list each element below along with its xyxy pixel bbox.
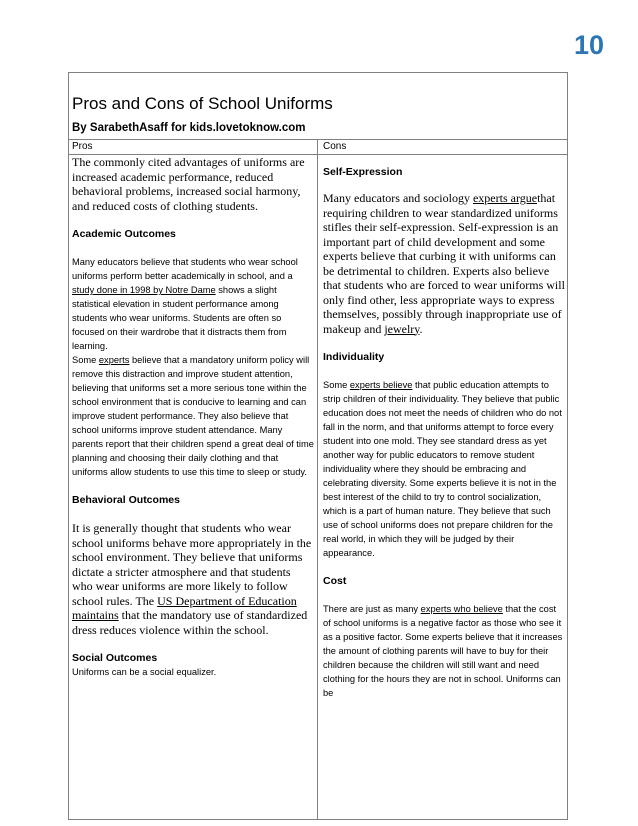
experts-argue-link[interactable]: experts argue: [472, 191, 538, 205]
social-outcomes-heading: Social Outcomes: [72, 652, 158, 664]
table-header-row: [69, 140, 567, 155]
social-paragraph: Uniforms can be a social equalizer.: [72, 667, 217, 677]
document-title: Pros and Cons of School Uniforms: [72, 94, 333, 113]
behavioral-outcomes-heading: Behavioral Outcomes: [72, 494, 180, 506]
pros-intro: The commonly cited advantages of uniforms are increased academic performance, reduced behavioral problems, increased social harmony, and reduced costs of clothing students.: [72, 155, 305, 213]
cost-paragraph: There are just as many experts who believe that the cost of school uniforms is a negative factor as those who see it as a positive factor. Some experts believe that it increases the amount of clothing parents will have to buy for their children because the children will still want and need clothing for the hours they are not in school. Uniforms can be: [323, 604, 563, 698]
cons-header: Cons: [323, 141, 347, 152]
document-table: [68, 72, 568, 820]
jewelry-link[interactable]: jewelry: [384, 321, 420, 336]
cons-column: [323, 155, 565, 819]
behavioral-paragraph: It is generally thought that students who wear school uniforms behave more appropriately in the school environment. They believe that uniforms dictate a stricter atmosphere and that students who wear uniforms are more likely to follow school rules. The US Department of Education maintains that the mandatory use of standardized dress reduces violence within the school.: [72, 521, 312, 637]
pros-column: [72, 155, 314, 819]
column-divider: [317, 140, 318, 819]
individuality-paragraph: Some experts believe that public education attempts to strip children of their individuality. They believe that public education does not meet the needs of children who do not fall in the norm, and that uniforms attempt to force every student into one mold. They see standard dress as yet another way for public educators to remove student individuality where they should be embracing and celebrating diversity. Some experts believe it is not in the best interest of the child to try to control socialization, which is a part of human nature. They believe that such use of school uniforms does not prepare children for the real world, in which they will be judged by their appearance.: [323, 380, 562, 558]
us-department-of-education-link[interactable]: US Department of Education maintains: [72, 593, 297, 622]
self-expression-paragraph: Many educators and sociology experts arguethat requiring children to wear standardized uniforms stifles their self-expression. Self-expression is an important part of child development and some experts believe that curbing it with uniforms can be detrimental to children. Experts also believe that students who are forced to wear uniforms will only find other, less appropriate ways to express themselves, possibly through inappropriate use of makeup and jewelry.: [323, 191, 565, 336]
experts-who-believe-link[interactable]: experts who believe: [420, 604, 503, 614]
academic-outcomes-heading: Academic Outcomes: [72, 228, 176, 240]
byline: By SarabethAsaff for kids.lovetoknow.com: [72, 122, 306, 134]
individuality-heading: Individuality: [323, 351, 385, 363]
academic-paragraph: Many educators believe that students who wear school uniforms perform better academically in school, and a study done in 1998 by Notre Dame shows a slight statistical elevation in student performance among students who wear uniforms. Students are often so focused on their wardrobe that it distracts them from learning.: [72, 257, 298, 351]
self-expression-heading: Self-Expression: [323, 166, 403, 178]
pros-cons-table: [69, 139, 567, 819]
academic-paragraph-2: Some experts believe that a mandatory uniform policy will remove this distraction and improve student attention, believing that uniforms set a more serious tone within the school environment that is conducive to learning and can improve student performance. They also believe that school uniforms improve student attendance. Many parents report that their children spend a great deal of time planning and choosing their daily clothing and that uniforms allow students to use this time to sleep or study.: [72, 355, 314, 477]
experts-link[interactable]: experts: [98, 355, 130, 365]
notre-dame-study-link[interactable]: study done in 1998 by Notre Dame: [72, 285, 216, 295]
experts-believe-link[interactable]: experts believe: [349, 380, 413, 390]
page-number: 10: [573, 30, 604, 60]
pros-header: Pros: [72, 141, 93, 152]
cost-heading: Cost: [323, 575, 347, 587]
